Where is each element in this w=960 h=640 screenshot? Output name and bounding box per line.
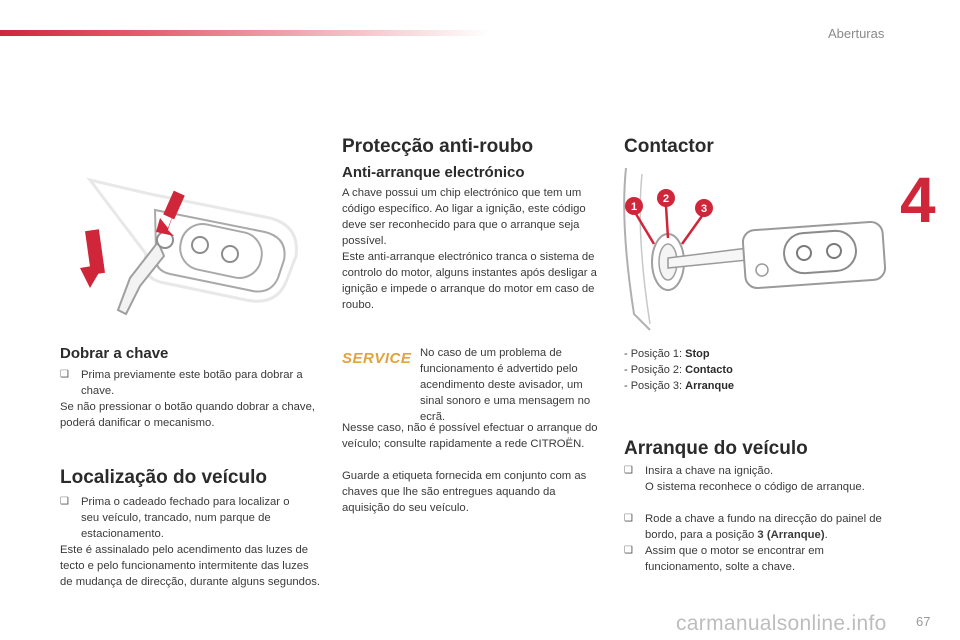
immobiliser-para-1: A chave possui um chip electrónico que tem um código específico. Ao ligar a ignição, este código deve ser reconhecido para que o arranque seja possível.	[342, 187, 586, 247]
position-1	[624, 346, 710, 362]
folding-key-illustration	[60, 170, 330, 320]
locate-vehicle-title: Localização do veículo	[60, 467, 267, 488]
immobiliser-para-4: Guarde a etiqueta fornecida em conjunto com as chaves que lhe são entregues aquando da aquisição do seu veículo.	[342, 470, 587, 514]
fold-key-bullet-text: Prima previamente este botão para dobrar a chave.	[81, 369, 303, 397]
fold-key-note: Se não pressionar o botão quando dobrar a chave, poderá danificar o mecanismo.	[60, 401, 315, 429]
service-warning-text: No caso de um problema de funcionamento é advertido pelo acendimento deste avisador, um sinal sonoro e uma mensagem no ecrã.	[420, 347, 591, 423]
fold-key-instruction	[60, 367, 322, 399]
callout-3-label: 3	[700, 203, 708, 215]
watermark: carmanualsonline.info	[676, 612, 887, 635]
checkbox-bullet-icon: ❑	[60, 369, 69, 380]
start-step-1	[624, 463, 886, 495]
callout-1-label: 1	[630, 201, 638, 213]
checkbox-bullet-icon: ❑	[624, 465, 633, 476]
position-2	[624, 362, 733, 378]
ignition-switch-illustration	[620, 164, 890, 334]
header-accent-bar	[0, 30, 490, 36]
start-step-2	[624, 511, 886, 543]
position-2-value: Contacto	[685, 364, 733, 376]
starting-vehicle-title: Arranque do veículo	[624, 438, 808, 459]
start-step-3	[624, 543, 886, 575]
locate-vehicle-note: Este é assinalado pelo acendimento das luzes de tecto e pelo funcionamento intermitente das luzes de mudança de direcção, durante alguns segundos.	[60, 544, 321, 588]
fold-key-title: Dobrar a chave	[60, 345, 169, 362]
callout-2-label: 2	[662, 193, 670, 205]
anti-theft-title: Protecção anti-roubo	[342, 136, 534, 157]
checkbox-bullet-icon: ❑	[624, 545, 633, 556]
position-3-value: Arranque	[685, 380, 735, 392]
service-warning-icon: SERVICE	[342, 350, 412, 367]
ignition-title: Contactor	[624, 136, 714, 157]
position-1-value: Stop	[685, 348, 710, 360]
chapter-number: 4	[900, 164, 936, 236]
start-step-1-line-2: O sistema reconhece o código de arranque.	[645, 481, 865, 493]
section-title: Aberturas	[828, 26, 885, 41]
immobiliser-para-3: Nesse caso, não é possível efectuar o arranque do veículo; consulte rapidamente a rede CITROËN.	[342, 422, 598, 450]
position-1-label: - Posição 1:	[624, 348, 686, 360]
position-3	[624, 378, 734, 394]
start-step-2-text: Rode a chave a fundo na direcção do painel de bordo, para a posição	[645, 513, 882, 541]
immobiliser-subtitle: Anti-arranque electrónico	[342, 164, 525, 181]
checkbox-bullet-icon: ❑	[624, 513, 633, 524]
position-3-label: - Posição 3:	[624, 380, 686, 392]
locate-vehicle-bullet-text: Prima o cadeado fechado para localizar o seu veículo, trancado, num parque de estacionamento.	[81, 496, 290, 540]
start-step-2-end: .	[824, 529, 828, 541]
locate-vehicle-instruction	[60, 494, 308, 542]
start-step-1-line-1: Insira a chave na ignição.	[645, 465, 774, 477]
position-2-label: - Posição 2:	[624, 364, 686, 376]
checkbox-bullet-icon: ❑	[60, 496, 69, 507]
start-step-3-text: Assim que o motor se encontrar em funcionamento, solte a chave.	[645, 545, 824, 573]
page-number: 67	[916, 614, 931, 629]
immobiliser-para-2: Este anti-arranque electrónico tranca o sistema de controlo do motor, alguns instantes após desligar a ignição e impede o arranque do motor em caso de roubo.	[342, 251, 597, 311]
start-step-2-position: 3 (Arranque)	[757, 529, 825, 541]
